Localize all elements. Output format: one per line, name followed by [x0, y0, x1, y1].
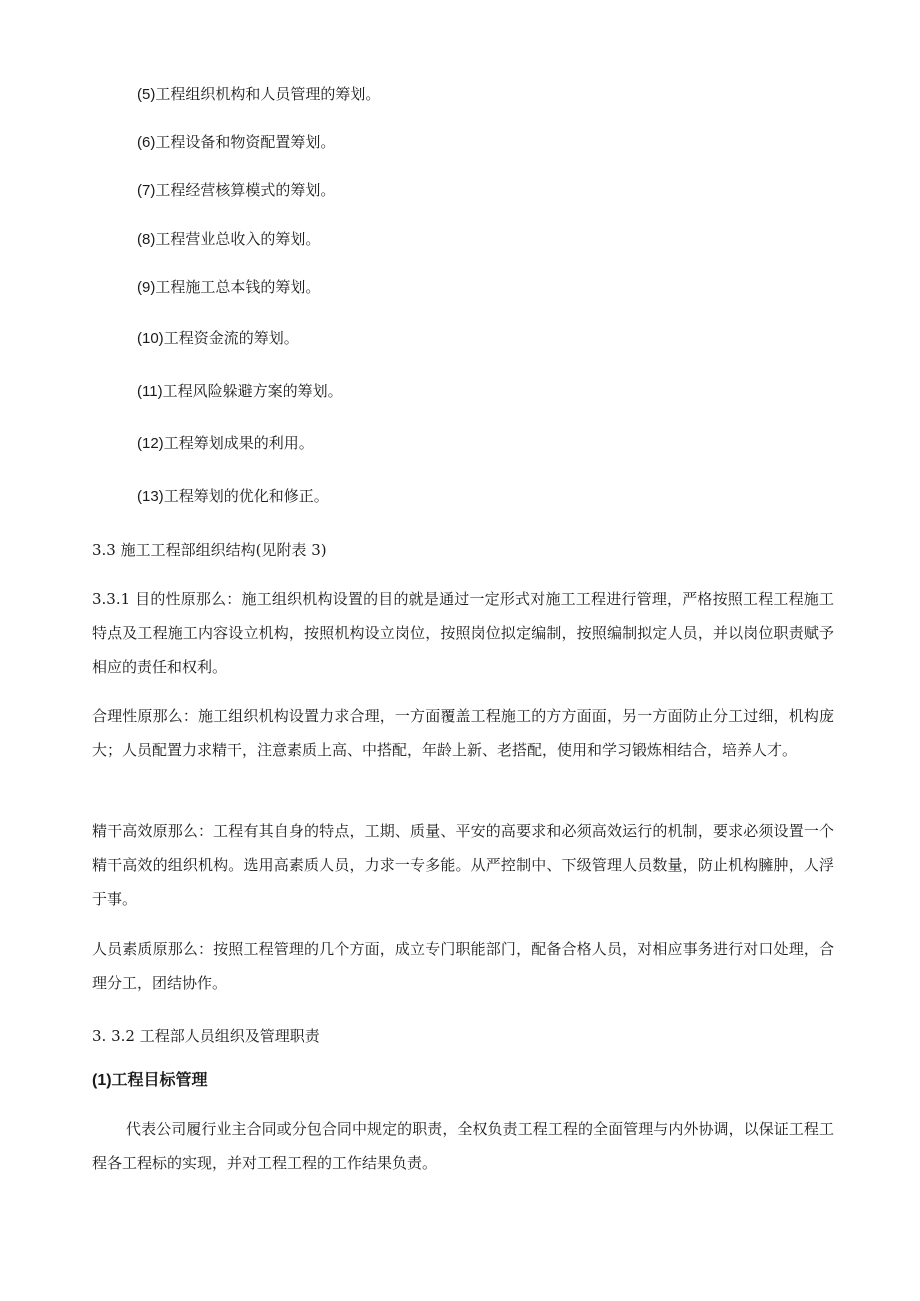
list-item: (8)工程营业总收入的筹划。 — [137, 230, 321, 248]
section-heading-3-3-2: 3. 3.2 工程部人员组织及管理职责 — [92, 1027, 320, 1045]
list-item: (5)工程组织机构和人员管理的筹划。 — [137, 85, 381, 103]
paragraph-purpose-principle: 3.3.1 目的性原那么：施工组织机构设置的目的就是通过一定形式对施工工程进行管理，严格按照工程工程施工特点及工程施工内容设立机构，按照机构设立岗位，按照岗位拟定编制，按照编制拟定人员，并以岗位职责赋予相应的责任和权利。 — [92, 590, 834, 676]
list-item: (10)工程资金流的筹划。 — [137, 329, 299, 347]
list-item: (12)工程筹划成果的利用。 — [137, 434, 314, 452]
paragraph-target-management: 代表公司履行业主合同或分包合同中规定的职责，全权负责工程工程的全面管理与内外协调，以保证工程工程各工程标的实现，并对工程工程的工作结果负责。 — [92, 1120, 834, 1172]
list-item: (7)工程经营核算模式的筹划。 — [137, 181, 336, 199]
list-item: (9)工程施工总本钱的筹划。 — [137, 278, 321, 296]
list-item: (11)工程风险躲避方案的筹划。 — [137, 382, 343, 400]
paragraph-personnel-quality-principle: 人员素质原那么：按照工程管理的几个方面，成立专门职能部门，配备合格人员，对相应事务进行对口处理，合理分工，团结协作。 — [92, 940, 834, 992]
list-item: (6)工程设备和物资配置筹划。 — [137, 133, 336, 151]
section-heading-3-3: 3.3 施工工程部组织结构(见附表 3) — [92, 541, 327, 559]
paragraph-efficiency-principle: 精干高效原那么：工程有其自身的特点，工期、质量、平安的高要求和必须高效运行的机制，要求必须设置一个精干高效的组织机构。选用高素质人员，力求一专多能。从严控制中、下级管理人员数量，防止机构臃肿，人浮于事。 — [92, 822, 834, 908]
paragraph-rationality-principle: 合理性原那么：施工组织机构设置力求合理，一方面覆盖工程施工的方方面面，另一方面防止分工过细，机构庞大；人员配置力求精干，注意素质上高、中搭配，年龄上新、老搭配，使用和学习锻炼相结合，培养人才。 — [92, 707, 834, 759]
subheading-target-management: (1)工程目标管理 — [92, 1072, 208, 1089]
list-item: (13)工程筹划的优化和修正。 — [137, 487, 329, 505]
